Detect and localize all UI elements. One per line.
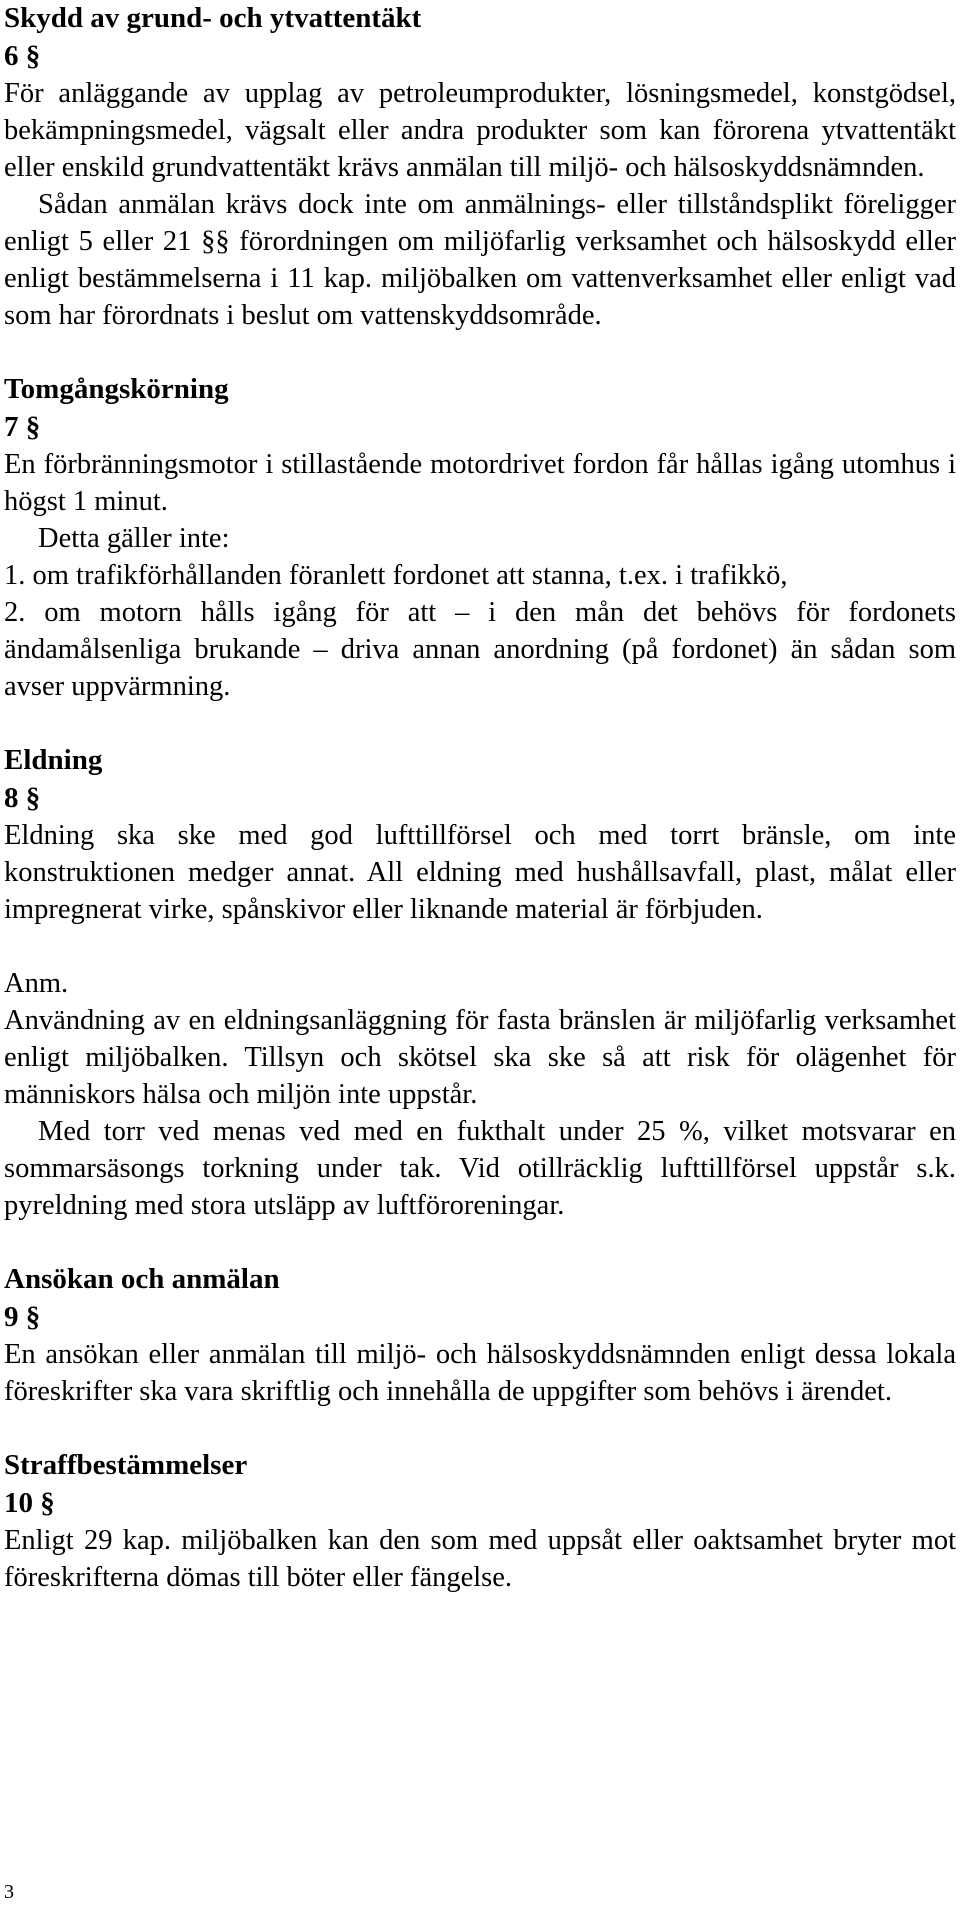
- body-text: En ansökan eller anmälan till miljö- och hälsoskyddsnämnden enligt dessa lokala föreskrifter ska vara skriftlig och innehålla de uppgifter som behövs i ärendet.: [4, 1339, 956, 1407]
- section-idling: [4, 371, 956, 705]
- body-text: För anläggande av upplag av petroleumprodukter, lösningsmedel, konstgödsel, bekämpningsmedel, vägsalt eller andra produkter som kan förorena ytvattentäkt eller enskild grundvattentäkt krävs anmälan till miljö- och hälsoskyddsnämnden.: [4, 78, 956, 183]
- body-text: Enligt 29 kap. miljöbalken kan den som med uppsåt eller oaktsamhet bryter mot föreskrifterna dömas till böter eller fängelse.: [4, 1525, 956, 1593]
- body-text: Eldning ska ske med god lufttillförsel och med torrt bränsle, om inte konstruktionen medger annat. All eldning med hushållsavfall, plast, målat eller impregnerat virke, spånskivor eller liknande material är förbjuden.: [4, 820, 956, 925]
- section-heading: Straffbestämmelser: [4, 1449, 248, 1481]
- paragraph-number: 9 §: [4, 1301, 41, 1333]
- note-text: Användning av en eldningsanläggning för fasta bränslen är miljöfarlig verksamhet enligt miljöbalken. Tillsyn och skötsel ska ske så att risk för olägenhet för människors hälsa och miljön inte uppstår.: [4, 1005, 956, 1110]
- list-item: 2. om motorn hålls igång för att – i den mån det behövs för fordonets ändamålsenliga brukande – driva annan anordning (på fordonet) än sådan som avser uppvärmning.: [4, 597, 956, 702]
- body-text: Sådan anmälan krävs dock inte om anmälnings- eller tillståndsplikt föreligger enligt 5 eller 21 §§ förordningen om miljöfarlig verksamhet och hälsoskydd eller enligt bestämmelserna i 11 kap. miljöbalken om vattenverksamhet eller enligt vad som har förordnats i beslut om vattenskyddsområde.: [4, 189, 956, 331]
- body-text: En förbränningsmotor i stillastående motordrivet fordon får hållas igång utomhus i högst 1 minut.: [4, 449, 956, 517]
- section-heading: Ansökan och anmälan: [4, 1263, 280, 1295]
- section-burning: [4, 742, 956, 1224]
- paragraph-number: 8 §: [4, 782, 41, 814]
- section-heading: Skydd av grund- och ytvattentäkt: [4, 2, 422, 34]
- page-number: 3: [4, 1881, 14, 1903]
- note-label: Anm.: [4, 968, 69, 999]
- paragraph-number: 6 §: [4, 40, 41, 72]
- note-text: Med torr ved menas ved med en fukthalt under 25 %, vilket motsvarar en sommarsäsongs torkning under tak. Vid otillräcklig lufttillförsel uppstår s.k. pyreldning med stora utsläpp av luftföroreningar.: [4, 1116, 956, 1221]
- document-page: [4, 0, 956, 1596]
- paragraph-number: 7 §: [4, 411, 41, 443]
- section-penalties: [4, 1447, 956, 1596]
- section-heading: Tomgångskörning: [4, 373, 229, 405]
- list-item: 1. om trafikförhållanden föranlett fordonet att stanna, t.ex. i trafikkö,: [4, 560, 788, 591]
- section-application: [4, 1261, 956, 1410]
- body-text: Detta gäller inte:: [38, 523, 230, 554]
- section-heading: Eldning: [4, 744, 103, 776]
- section-water-protection: [4, 0, 956, 334]
- paragraph-number: 10 §: [4, 1487, 55, 1519]
